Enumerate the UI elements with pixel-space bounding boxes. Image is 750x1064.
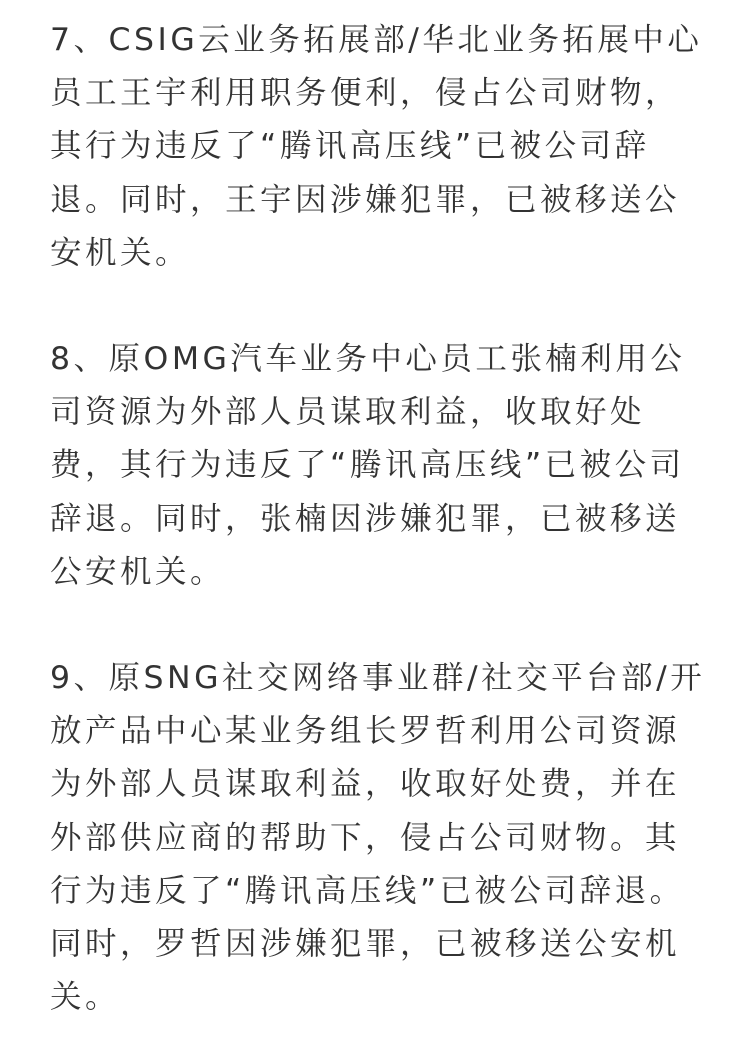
text-line: 8、原OMG汽车业务中心员工张楠利用公 xyxy=(50,341,686,378)
text-line: 行为违反了“腾讯高压线”已被公司辞退。 xyxy=(50,872,685,909)
paragraph-9 xyxy=(50,652,710,1024)
text-line: 同时，罗哲因涉嫌犯罪，已被移送公安机 xyxy=(50,926,681,963)
text-line: 安机关。 xyxy=(50,234,191,271)
text-line: 员工王宇利用职务便利，侵占公司财物， xyxy=(50,75,681,112)
text-line: 司资源为外部人员谋取利益，收取好处 xyxy=(50,394,646,431)
text-line: 公安机关。 xyxy=(50,553,226,590)
text-line: 费，其行为违反了“腾讯高压线”已被公司 xyxy=(50,447,685,484)
article-body xyxy=(50,14,710,1024)
text-line: 7、CSIG云业务拓展部/华北业务拓展中心 xyxy=(50,22,703,58)
text-line: 9、原SNG社交网络事业群/社交平台部/开 xyxy=(50,660,706,697)
text-line: 其行为违反了“腾讯高压线”已被公司辞 xyxy=(50,128,650,165)
paragraph-7 xyxy=(50,14,710,280)
text-line: 关。 xyxy=(50,979,121,1016)
text-line: 辞退。同时，张楠因涉嫌犯罪，已被移送 xyxy=(50,500,681,537)
text-line: 为外部人员谋取利益，收取好处费，并在 xyxy=(50,766,681,803)
text-line: 退。同时，王宇因涉嫌犯罪，已被移送公 xyxy=(50,181,681,218)
paragraph-8 xyxy=(50,333,710,599)
text-line: 放产品中心某业务组长罗哲利用公司资源 xyxy=(50,713,681,750)
text-line: 外部供应商的帮助下，侵占公司财物。其 xyxy=(50,819,681,856)
